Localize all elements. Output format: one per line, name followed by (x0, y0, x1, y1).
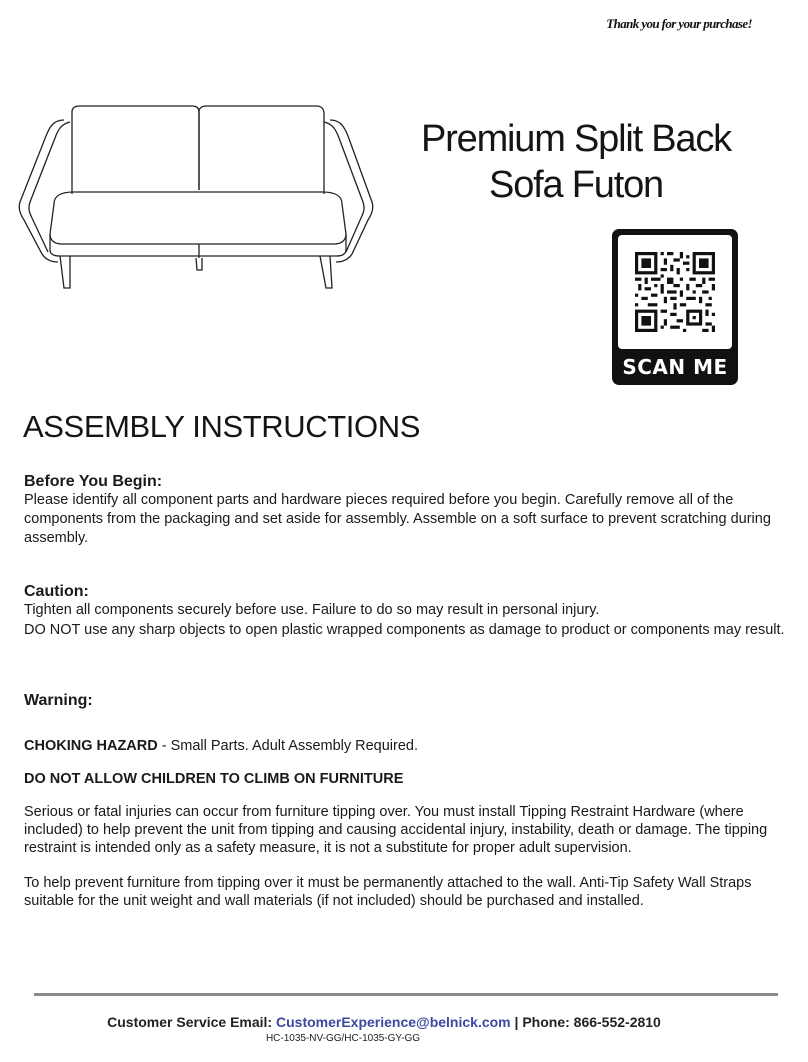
before-you-begin-text: Please identify all component parts and hardware pieces required before you begin. Carefully remove all of the components from the packaging and set aside for assembly. Assemble on a soft surface to prevent scratching during assembly. (24, 492, 771, 546)
phone-text: | Phone: 866-552-2810 (510, 1014, 661, 1030)
product-title (400, 116, 752, 208)
before-you-begin-heading: Before You Begin: (24, 473, 163, 490)
choking-hazard-label: CHOKING HAZARD (24, 738, 158, 754)
sku-codes: HC-1035-NV-GG/HC-1035-GY-GG (265, 1033, 421, 1044)
caution-text-2: DO NOT use any sharp objects to open plastic wrapped components as damage to product or components may result. (24, 622, 785, 638)
footer-divider (34, 993, 778, 996)
product-title-line2: Sofa Futon (489, 164, 663, 206)
assembly-instructions-heading: ASSEMBLY INSTRUCTIONS (23, 409, 420, 444)
customer-service-line (0, 1014, 768, 1030)
climb-warning: DO NOT ALLOW CHILDREN TO CLIMB ON FURNITURE (24, 771, 404, 787)
warning-heading: Warning: (24, 692, 93, 709)
email-label: Customer Service Email: (107, 1014, 276, 1030)
caution-heading: Caution: (24, 583, 89, 600)
email-link[interactable]: CustomerExperience@belnick.com (276, 1014, 511, 1030)
product-title-line1: Premium Split Back (421, 118, 731, 160)
thank-you-note: Thank you for your purchase! (606, 16, 752, 31)
anti-tip-text: To help prevent furniture from tipping over it must be permanently attached to the wall. Anti-Tip Safety Wall Straps suitable for the unit weight and wall materials (if not included) should be purchased and installed. (24, 875, 752, 909)
choking-hazard-line (24, 737, 799, 755)
tipping-warning-text: Serious or fatal injuries can occur from furniture tipping over. You must install Tipping Restraint Hardware (where included) to help prevent the unit from tipping and causing accidental injury, instability, death or damage. The tipping restraint is intended only as a safety measure, it is not a substitute for proper adult supervision. (24, 804, 768, 856)
sofa-futon-illustration (16, 104, 378, 294)
choking-hazard-text: - Small Parts. Adult Assembly Required. (157, 738, 419, 754)
qr-code-card[interactable] (612, 229, 738, 385)
scan-me-label: SCAN ME (622, 355, 728, 379)
caution-text-1: Tighten all components securely before use. Failure to do so may result in personal injury. (24, 602, 600, 618)
qr-code-icon (635, 252, 715, 332)
qr-code (618, 235, 732, 349)
